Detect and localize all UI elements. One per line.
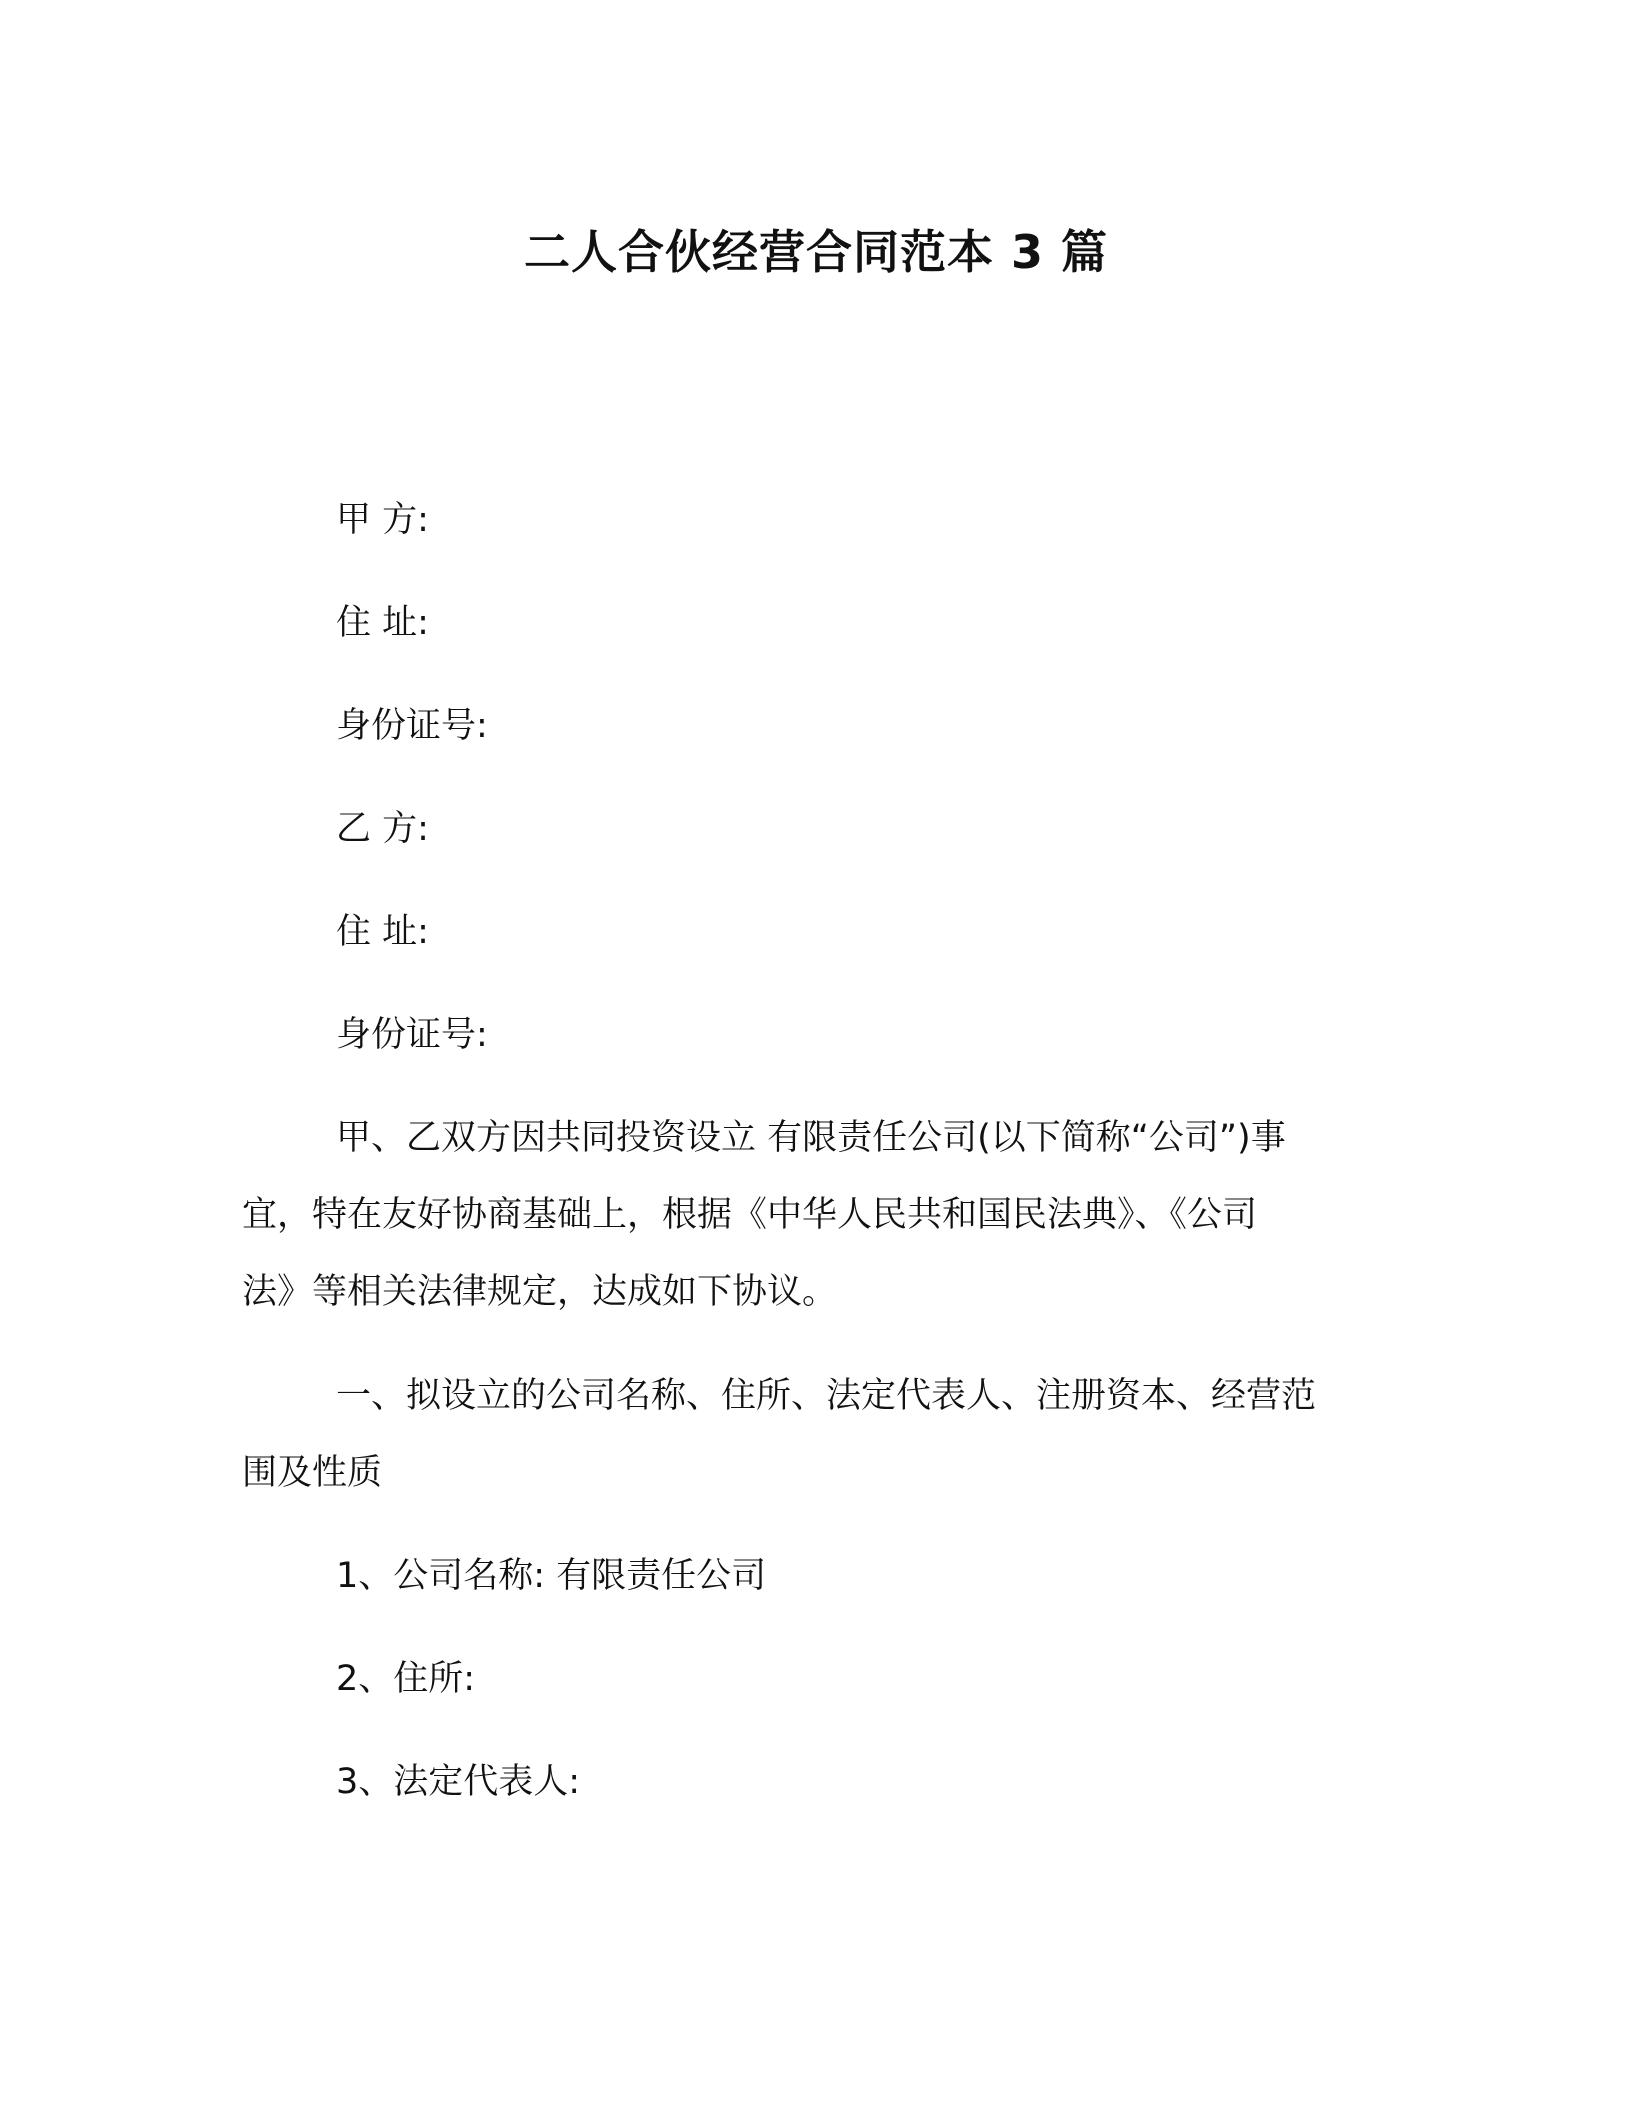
intro-line-3: 法》等相关法律规定，达成如下协议。 (242, 1272, 838, 1312)
party-b-label: 乙 方: (336, 809, 429, 849)
intro-line-1: 甲、乙双方因共同投资设立 有限责任公司(以下简称“公司”)事 (336, 1118, 1286, 1158)
party-b-id-label: 身份证号: (336, 1015, 488, 1055)
section1-heading-line-2: 围及性质 (242, 1453, 383, 1493)
party-a-id-label: 身份证号: (336, 706, 488, 746)
party-b-address-label: 住 址: (336, 912, 429, 952)
party-a-address-label: 住 址: (336, 603, 429, 643)
item-domicile: 2、住所: (336, 1659, 476, 1699)
section1-heading-line-1: 一、拟设立的公司名称、住所、法定代表人、注册资本、经营范 (336, 1376, 1317, 1416)
document-title: 二人合伙经营合同范本 3 篇 (523, 225, 1109, 279)
party-a-label: 甲 方: (336, 500, 429, 540)
item-legal-representative: 3、法定代表人: (336, 1762, 581, 1802)
item-company-name: 1、公司名称: 有限责任公司 (336, 1556, 767, 1596)
intro-line-2: 宜，特在友好协商基础上，根据《中华人民共和国民法典》、《公司 (242, 1195, 1258, 1235)
